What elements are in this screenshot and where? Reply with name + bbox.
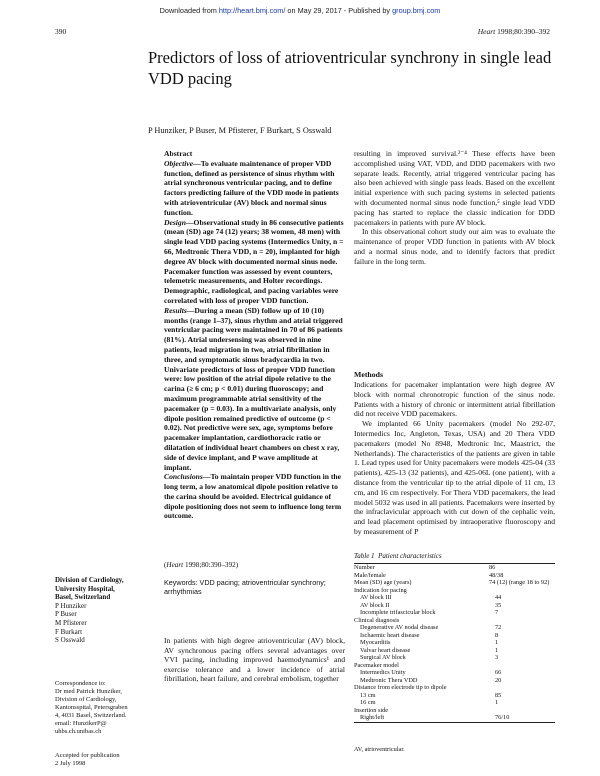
table-row [354,647,555,655]
correspondence-line: Kantonsspital, Petersgraben [55,704,128,711]
table-row [354,632,555,640]
table-row [354,662,555,670]
methods-heading: Methods [354,370,384,379]
table-cell-value: 76/10 [495,714,510,721]
author-list: P Hunziker, P Buser, M Pfisterer, F Burkart, S Osswald [148,126,332,135]
abstract [164,149,345,521]
table-row [354,684,555,692]
patient-characteristics-table [354,563,555,723]
affiliation-line: Division of Cardiology, [55,576,124,584]
table-row [354,692,555,700]
author-name: P Hunziker [55,601,87,610]
table-row [354,564,555,572]
table-row [354,594,555,602]
table-row [354,587,555,595]
table-cell-label: Intermedics Unity [360,669,406,676]
table-cell-value: 44 [495,594,502,601]
correspondence-line: Correspondence to: [55,680,106,687]
correspondence-line: email: HunzikerP@ [55,720,107,727]
table-cell-label: Right/left [360,714,385,721]
table-cell-label: 16 cm [360,699,376,706]
correspondence-line: 4, 4031 Basel, Switzerland. [55,712,127,719]
abstract-design: Design—Observational study in 86 consecutive patients (mean (SD) age 74 (12) years; 38 women, 48 men) with single lead VDD pacing systems (Intermedics Unity, n = 66, Medtronic Thera VDD, n = 20), implanted for high degree AV block with documented normal sinus node. Pacemaker function was assessed by event counters, telemetric measurements, and Holter recordings. Demographic, radiological, and pacing variables were correlated with loss of proper VDD function. [164,217,344,305]
abstract-results: Results—During a mean (SD) follow up of 10 (10) months (range 1–37), sinus rhythm and atrial triggered ventricular pacing were maintained in 70 of 86 patients (81%). Atrial undersensing was observed in nine patients, lead migration in two, atrial fibrillation in three, and symptomatic sinus bradycardia in two. Univariate predictors of loss of proper VDD function were: low position of the atrial dipole relative to the carina (≥ 6 cm; p < 0.01) during fluoroscopy; and maximum programmable atrial sensitivity of the pacemaker (p = 0.03). In a multivariate analysis, only dipole position remained predictive of outcome (p < 0.02). Not predictive were sex, age, symptoms before pacemaker implantation, cardiothoracic ratio or dilatation of individual heart chambers on chest x ray, side of device implant, and P wave amplitude at implant. [164,305,343,472]
author-name: S Osswald [55,636,85,645]
table-cell-label: Degenerative AV nodal disease [360,624,439,631]
table-cell-value: 20 [495,676,502,684]
affiliation-line: University Hospital, [55,584,115,593]
author-name: P Buser [55,610,77,619]
table-cell-label: Medtronic Thera VDD [360,676,418,684]
introduction-continued [354,149,555,267]
introduction-start: In patients with high degree atrioventricular (AV) block, AV synchronous pacing offers several advantages over VVI pacing, including improved haemodynamics¹ and exercise tolerance and a lower incidence of atrial fibrillation, heart failure, and cerebral embolism, together [164,636,345,684]
page-number: 390 [55,27,67,36]
table-row [354,617,555,625]
table-cell-value: 74 (12) (range 18 to 92) [489,579,550,586]
table-rule [354,722,555,723]
intro-paragraph: resulting in improved survival.²⁻⁴ These effects have been accomplished using VAT, VDD, and DDD pacemakers with two separate leads. Recently, atrial triggered ventricular pacing has also been achieved with single pass leads. Based on the excellent initial experience with such pacing systems in selected patients with documented normal sinus node function,⁵ single lead VDD pacing has started to replace the classic indication for DDD pacemakers in patients with pure AV block. [354,149,555,227]
table-cell-value: 85 [495,691,502,699]
journal-reference: Heart 1998;80:390–392 [477,27,550,36]
table-cell-value: 72 [495,624,502,631]
table-cell-label: Surgical AV block [360,654,406,661]
table-cell-label: Indication for pacing [354,586,407,594]
table-cell-value [489,662,555,670]
methods-paragraph: We implanted 66 Unity pacemakers (model No 292-07, Intermedics Inc, Angleton, Texas, USA) and 20 Thera VDD pacemakers (model No 8948, Medtronic Inc, Maastrict, the Netherlands). The characteristics of the patients are given in table 1. Lead types used for Unity pacemakers were models 425-04 (33 patients), 425-13 (32 patients), and 425-06L (one patient), with a distance from the ventricular tip to the atrial dipole of 11 cm, 13 cm, and 16 cm respectively. For Thera VDD pacemakers, the lead model 5032 was used in all patients. Pacemakers were inserted by the infraclavicular approach with cut down of the cephalic vein, and lead placement optimised by intraoperative fluoroscopy and by measurement of P [354,419,555,536]
table-cell-value: 66 [495,669,502,676]
table-cell-value: 48/38 [489,571,504,579]
table-row [354,572,555,580]
abstract-objective: Objective—To evaluate maintenance of proper VDD function, defined as persistence of sinus rhythm with atrial synchronous ventricular pacing, and to define factors predicting failure of the VDD mode in patients with atrioventricular (AV) block and normal sinus function. [164,158,339,217]
table-row [354,714,555,722]
table-cell-label: Mean (SD) age (years) [354,579,412,586]
abstract-citation: (Heart 1998;80:390–392) [164,561,239,569]
table-row [354,579,555,587]
table-cell-label: Incomplete trifascicular block [360,609,436,616]
table-cell-value: 3 [495,654,499,661]
table-cell-value: 1 [495,646,499,654]
methods-paragraph: Indications for pacemaker implantation were high degree AV block with normal chronotropic function of the sinus node. Patients with a history of chronic or intermittent atrial fibrillation did not receive VDD pacemakers. [354,380,555,419]
table-row [354,639,555,647]
table-cell-value [489,707,555,715]
table-row [354,707,555,715]
author-name: M Pfisterer [55,618,87,627]
table-cell-label: 13 cm [360,691,376,699]
table-cell-label: Clinical diagnosis [354,616,400,624]
table-cell-value: 35 [495,601,502,609]
table-row [354,602,555,610]
heart-bmj-link[interactable]: http://heart.bmj.com/ [218,6,286,15]
keywords: Keywords: VDD pacing; atrioventricular synchrony; arrhythmias [164,578,326,597]
abstract-heading: Abstract [164,149,193,158]
table-cell-label: Male/female [354,571,386,579]
table-row [354,624,555,632]
table-cell-label: Ischaemic heart disease [360,631,420,639]
table-caption: Table 1 Patient characteristics [354,552,442,560]
download-banner: Downloaded from http://heart.bmj.com/ on May 29, 2017 - Published by group.bmj.com [159,6,441,15]
table-cell-value [489,684,555,692]
table-body [354,564,555,722]
table-cell-label: Valvar heart disease [360,646,411,654]
table-cell-value: 8 [495,631,499,639]
table-cell-label: Number [354,564,375,571]
table-cell-value [489,617,555,625]
methods-text [354,380,555,537]
table-row [354,699,555,707]
table-row [354,677,555,685]
affiliation-line: Basel, Switzerland [55,593,111,602]
table-cell-label: AV block II [360,601,390,609]
table-footnote: AV, atrioventricular. [354,746,405,753]
article-title: Predictors of loss of atrioventricular synchrony in single lead VDD pacing [148,48,552,88]
author-name: F Burkart [55,627,83,636]
table-row [354,669,555,677]
correspondence-line: uhbs.ch.unibas.ch [55,728,102,735]
table-cell-value: 86 [489,564,496,571]
abstract-conclusions: Conclusions—To maintain proper VDD function in the long term, a low anatomical dipole position relative to the carina should be avoided. Electrical guidance of dipole positioning does not seem to influence long term outcome. [164,472,342,521]
table-cell-label: Distance from electrode tip to dipole [354,684,447,691]
table-cell-value: 7 [495,609,499,616]
table-cell-value: 1 [495,699,499,706]
table-row [354,609,555,617]
intro-paragraph: In this observational cohort study our aim was to evaluate the maintenance of proper VDD function in patients with AV block and a normal sinus node, and to identify factors that predict failure in the long term. [354,227,555,266]
table-cell-value: 1 [495,639,499,646]
publisher-link[interactable]: group.bmj.com [392,6,441,15]
table-cell-label: Pacemaker model [354,661,399,669]
table-cell-label: Myocarditis [360,639,391,646]
table-cell-label: Insertion side [354,706,389,714]
correspondence-line: Dr med Patrick Hunziker, [55,688,122,695]
correspondence-line: Division of Cardiology, [55,696,117,703]
table-row [354,654,555,662]
affiliation-block [55,576,155,645]
table-cell-value [489,587,555,595]
accepted-date: Accepted for publication 2 July 1998 [55,752,120,767]
correspondence-block [55,680,155,736]
table-cell-label: AV block III [360,594,392,601]
